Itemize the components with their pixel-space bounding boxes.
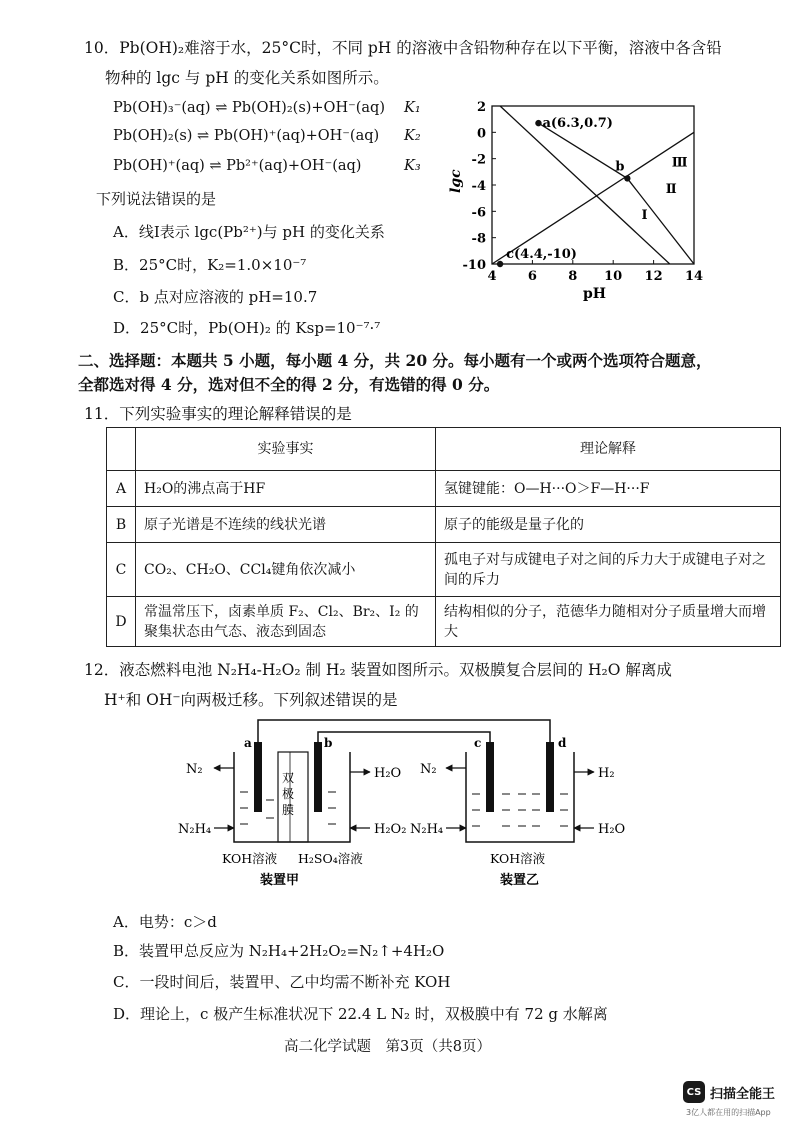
electrode-c-label: c (474, 736, 482, 750)
q12-option-d: D．理论上，c 极产生标准状况下 22.4 L N₂ 时，双极膜中有 72 g 水解离 (113, 1005, 608, 1023)
membrane-label-2: 极 (282, 787, 295, 801)
electrode-a (254, 742, 262, 812)
q10-chart (440, 92, 740, 302)
membrane-label-3: 膜 (282, 803, 295, 817)
table-header-fact: 实验事实 (136, 428, 436, 471)
series-line-Ⅱ (492, 132, 694, 264)
q10-option-b: B．25°C时，K₂=1.0×10⁻⁷ (113, 256, 307, 274)
point-label: b (615, 159, 625, 175)
device1-label: 装置甲 (260, 873, 300, 888)
data-point (535, 120, 541, 126)
connecting-wire-inner (318, 732, 490, 742)
device2-vessel (466, 752, 574, 842)
h2-out: H₂ (598, 766, 615, 781)
membrane-label-1: 双 (282, 771, 295, 785)
table-row (107, 543, 781, 597)
y-tick-label: -4 (471, 179, 486, 194)
electrode-d (546, 742, 554, 812)
y-tick-label: 2 (476, 100, 486, 115)
scanner-logo-icon: CS (683, 1081, 705, 1103)
q11-table (106, 427, 781, 647)
row-fact: H₂O的沸点高于HF (136, 471, 436, 507)
y-tick-label: -8 (471, 231, 486, 247)
table-row (107, 471, 781, 507)
x-tick-label: 8 (568, 269, 578, 284)
y-tick-label: -2 (471, 152, 486, 168)
row-key: A (107, 471, 136, 507)
q12-option-c: C．一段时间后，装置甲、乙中均需不断补充 KOH (113, 973, 451, 991)
series-label: Ⅲ (671, 155, 688, 171)
table-header-row (107, 428, 781, 471)
q11-stem: 11．下列实验事实的理论解释错误的是 (84, 405, 352, 423)
q12-stem-line1: 12．液态燃料电池 N₂H₄-H₂O₂ 制 H₂ 装置如图所示。双极膜复合层间的 H₂O 解离成 (84, 661, 672, 679)
y-axis-label: lgc (448, 169, 464, 193)
electrode-b (314, 742, 322, 812)
table-header-key (107, 428, 136, 471)
row-theory: 结构相似的分子，范德华力随相对分子质量增大而增大 (436, 597, 781, 647)
n2h4-in-right: N₂H₄ (410, 822, 444, 837)
row-theory: 孤电子对与成键电子对之间的斥力大于成键电子对之间的斥力 (436, 543, 781, 597)
q12-apparatus-diagram (170, 712, 640, 900)
q10-equation-1: Pb(OH)₃⁻(aq) ⇌ Pb(OH)₂(s)+OH⁻(aq) (113, 100, 385, 116)
h2o-in-right: H₂O (598, 822, 626, 837)
point-label: c(4.4,-10) (506, 247, 577, 262)
page-footer: 高二化学试题 第3页（共8页） (284, 1039, 491, 1055)
series-label: Ⅱ (665, 181, 677, 197)
connecting-wire (258, 720, 550, 742)
table-row (107, 507, 781, 543)
q10-stem-line1: 10．Pb(OH)₂难溶于水，25°C时，不同 pH 的溶液中含铅物种存在以下平衡，溶液中各含铅 (84, 39, 722, 57)
row-key: D (107, 597, 136, 647)
row-fact: CO₂、CH₂O、CCl₄键角依次减小 (136, 543, 436, 597)
row-fact: 常温常压下，卤素单质 F₂、Cl₂、Br₂、I₂ 的聚集状态由气态、液态到固态 (136, 597, 436, 647)
q12-stem-line2: H⁺和 OH⁻向两极迁移。下列叙述错误的是 (104, 691, 398, 709)
row-theory: 原子的能级是量子化的 (436, 507, 781, 543)
q10-equation-3: Pb(OH)⁺(aq) ⇌ Pb²⁺(aq)+OH⁻(aq) (113, 158, 362, 174)
row-theory: 氢键键能：O—H···O＞F—H···F (436, 471, 781, 507)
h2o2-in: H₂O₂ (374, 822, 407, 837)
h2o-out-left: H₂O (374, 766, 402, 781)
data-point (624, 175, 630, 181)
y-tick-label: -10 (462, 258, 486, 273)
q10-option-d: D．25°C时，Pb(OH)₂ 的 Ksp=10⁻⁷·⁷ (113, 319, 381, 337)
row-fact: 原子光谱是不连续的线状光谱 (136, 507, 436, 543)
series-label: Ⅰ (641, 208, 648, 224)
y-tick-label: -6 (471, 205, 486, 221)
section2-header-line1: 二、选择题：本题共 5 小题，每小题 4 分，共 20 分。每小题有一个或两个选项符合题意， (78, 351, 712, 370)
koh-left-label: KOH溶液 (222, 851, 278, 866)
n2-out-right: N₂ (420, 762, 437, 777)
x-tick-label: 14 (684, 269, 704, 284)
table-row (107, 597, 781, 647)
electrode-c (486, 742, 494, 812)
scanner-app-name: 扫描全能王 (710, 1087, 776, 1102)
data-point (497, 261, 503, 267)
x-tick-label: 4 (487, 269, 497, 284)
x-tick-label: 6 (527, 269, 537, 284)
q10-option-c: C．b 点对应溶液的 pH=10.7 (113, 288, 318, 306)
row-key: B (107, 507, 136, 543)
q10-k2: K₂ (404, 128, 421, 144)
q10-stem-line2: 物种的 lgc 与 pH 的变化关系如图所示。 (105, 69, 389, 87)
electrode-d-label: d (558, 736, 567, 750)
q10-equation-2: Pb(OH)₂(s) ⇌ Pb(OH)⁺(aq)+OH⁻(aq) (113, 128, 380, 144)
q12-option-b: B．装置甲总反应为 N₂H₄+2H₂O₂=N₂↑+4H₂O (113, 942, 445, 960)
y-tick-label: 0 (476, 126, 486, 142)
table-header-theory: 理论解释 (436, 428, 781, 471)
point-label: a(6.3,0.7) (542, 116, 613, 132)
n2-out-left: N₂ (186, 762, 203, 777)
section2-header-line2: 全都选对得 4 分，选对但不全的得 2 分，有选错的得 0 分。 (78, 375, 500, 394)
h2so4-label: H₂SO₄溶液 (298, 851, 363, 866)
koh-right-label: KOH溶液 (490, 851, 546, 866)
n2h4-in-left: N₂H₄ (178, 822, 212, 837)
x-tick-label: 10 (604, 269, 623, 284)
q10-k1: K₁ (404, 100, 421, 116)
q10-option-a: A．线Ⅰ表示 lgc(Pb²⁺)与 pH 的变化关系 (113, 223, 385, 241)
q10-prompt: 下列说法错误的是 (96, 190, 217, 208)
x-tick-label: 12 (644, 269, 663, 284)
q10-k3: K₃ (404, 158, 421, 174)
electrode-b-label: b (324, 736, 333, 750)
q12-option-a: A．电势：c＞d (113, 913, 217, 931)
device2-label: 装置乙 (500, 873, 540, 888)
x-axis-label: pH (583, 286, 607, 302)
electrode-a-label: a (244, 736, 252, 750)
scanner-tagline: 3亿人都在用的扫描App (686, 1108, 771, 1117)
row-key: C (107, 543, 136, 597)
